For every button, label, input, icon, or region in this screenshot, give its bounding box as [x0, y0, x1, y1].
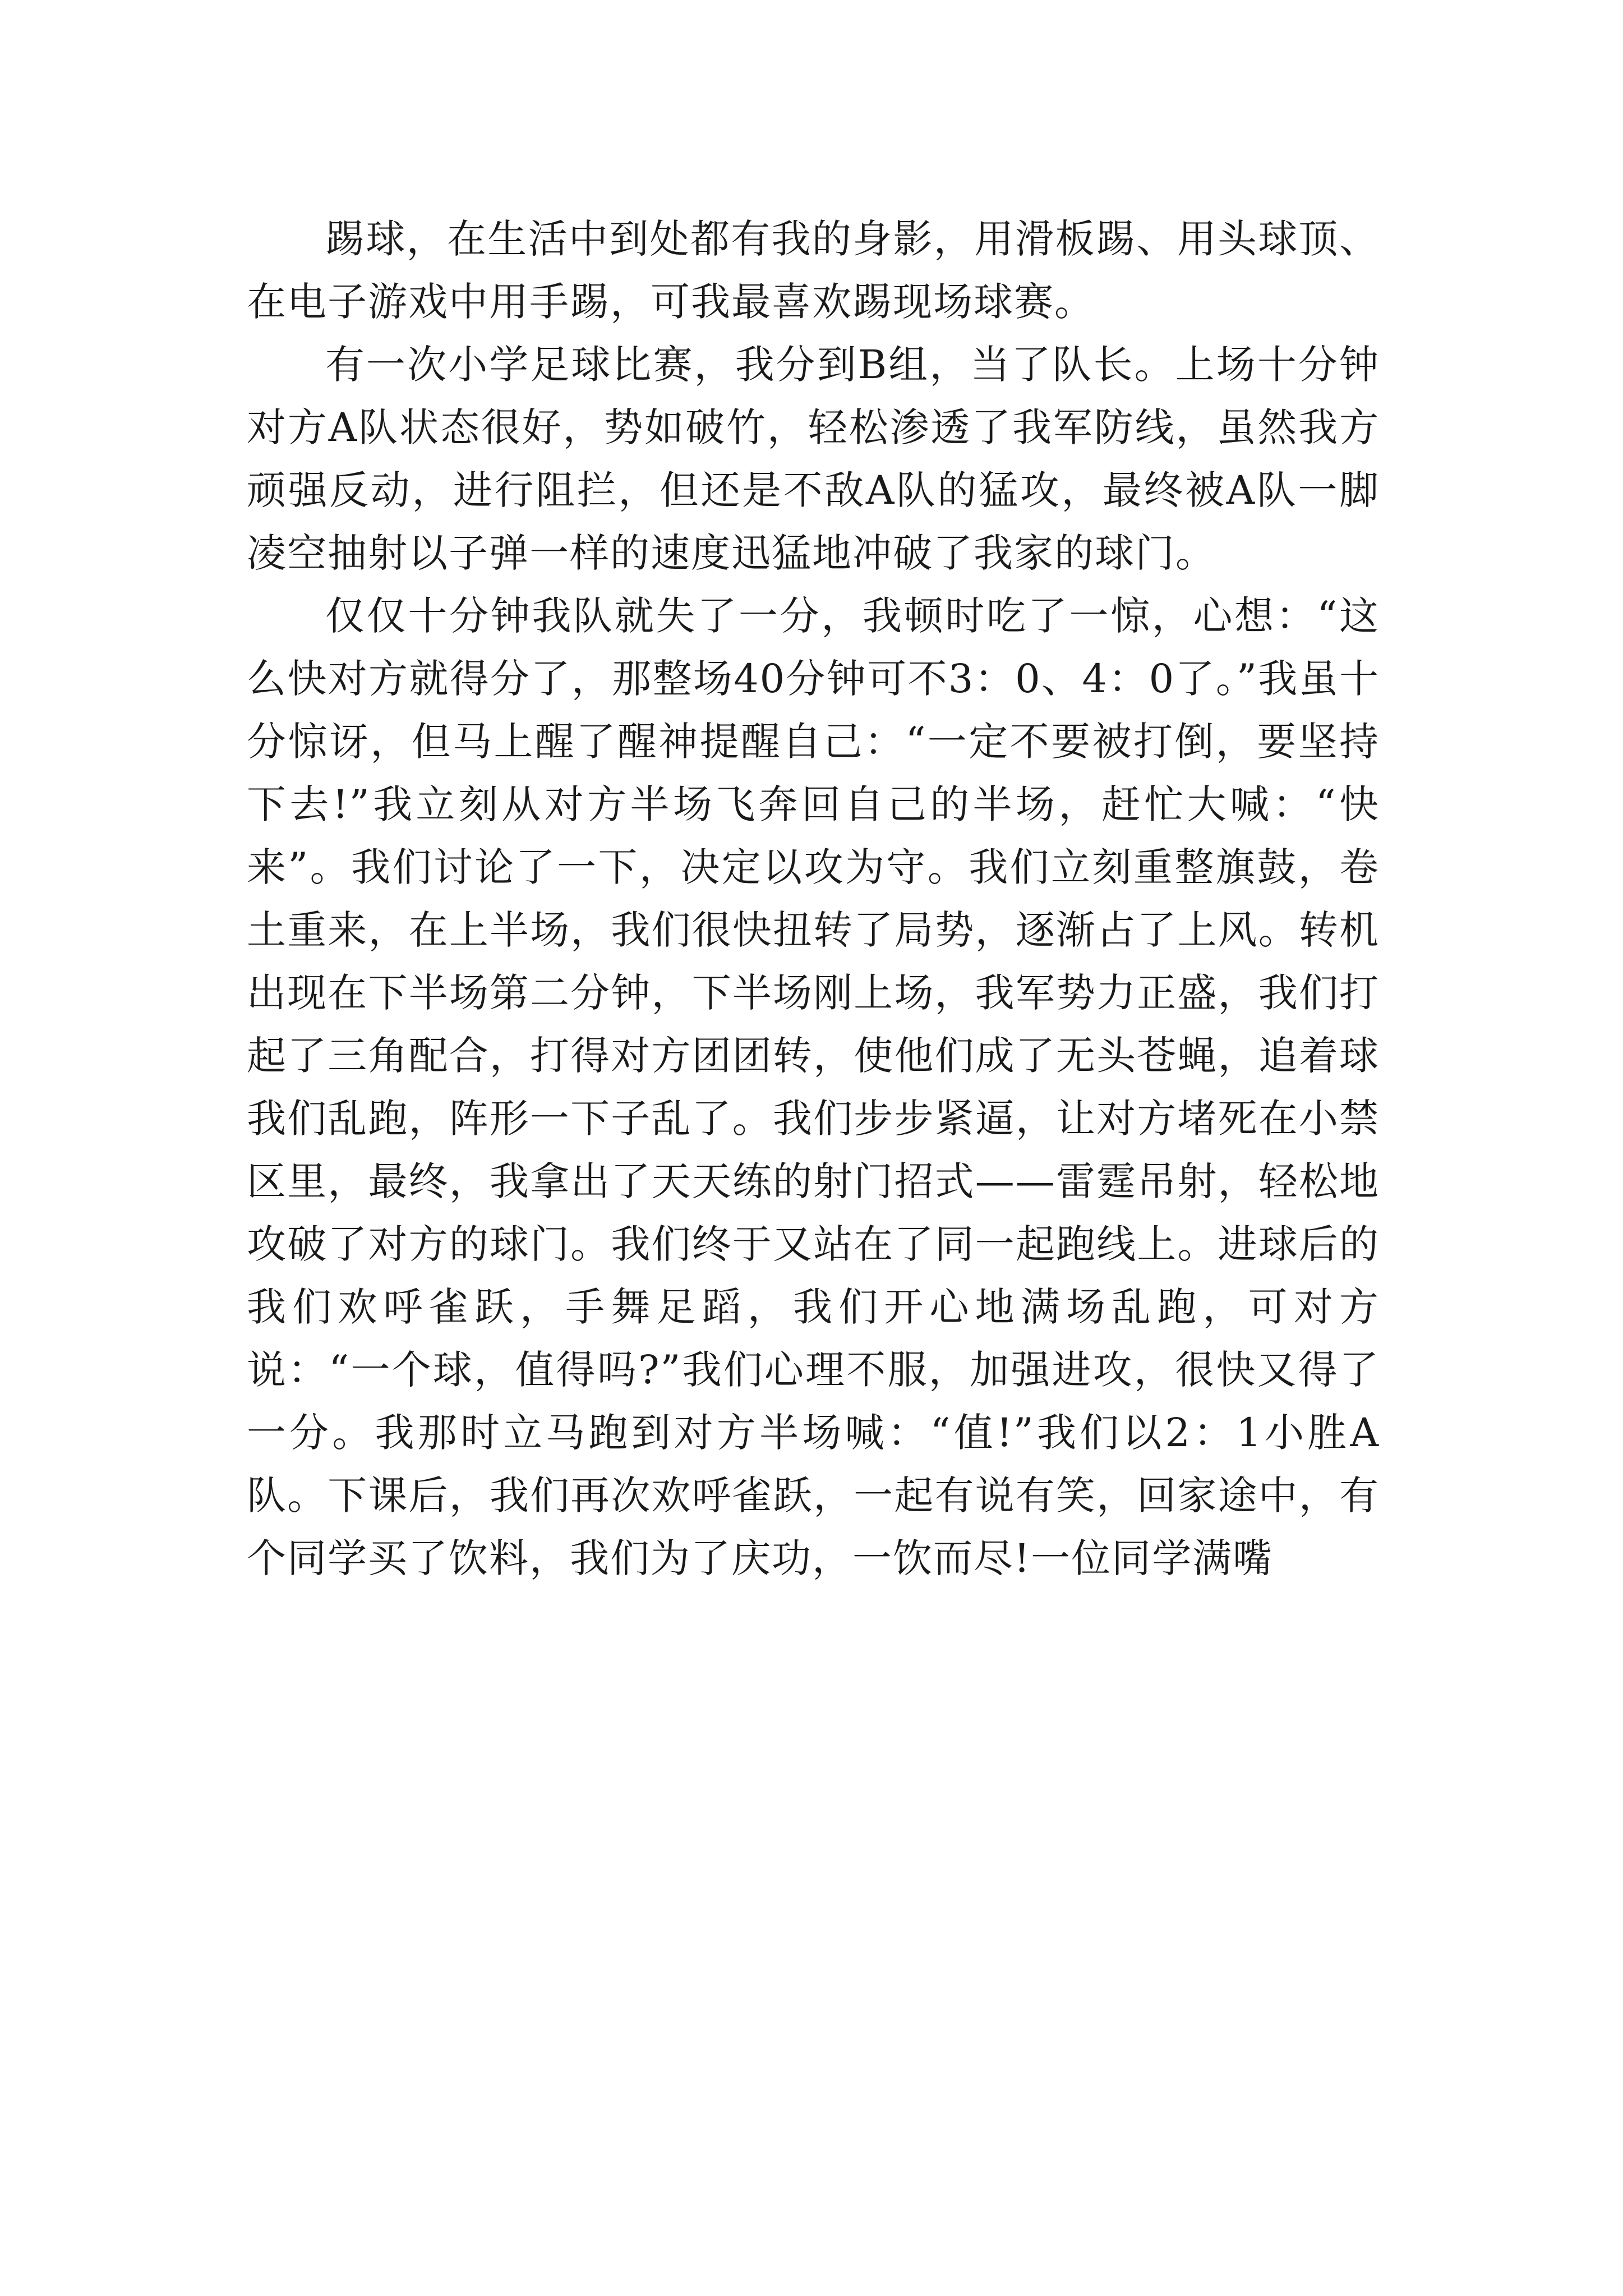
- paragraph-3: 仅仅十分钟我队就失了一分，我顿时吃了一惊，心想：“这么快对方就得分了，那整场40分钟可不3：0、4：0了。”我虽十分惊讶，但马上醒了醒神提醒自己：“一定不要被打倒，要坚持下去!”我立刻从对方半场飞奔回自己的半场，赶忙大喊：“快来”。我们讨论了一下，决定以攻为守。我们立刻重整旗鼓，卷土重来，在上半场，我们很快扭转了局势，逐渐占了上风。转机出现在下半场第二分钟，下半场刚上场，我军势力正盛，我们打起了三角配合，打得对方团团转，使他们成了无头苍蝇，追着球我们乱跑，阵形一下子乱了。我们步步紧逼，让对方堵死在小禁区里，最终，我拿出了天天练的射门招式——雷霆吊射，轻松地攻破了对方的球门。我们终于又站在了同一起跑线上。进球后的我们欢呼雀跃，手舞足蹈，我们开心地满场乱跑，可对方说：“一个球，值得吗?”我们心理不服，加强进攻，很快又得了一分。我那时立马跑到对方半场喊：“值!”我们以2：1小胜A队。下课后，我们再次欢呼雀跃，一起有说有笑，回家途中，有个同学买了饮料，我们为了庆功，一饮而尽!一位同学满嘴: [247, 593, 1380, 1581]
- body-text: [247, 208, 1380, 1590]
- paragraph-1: 踢球，在生活中到处都有我的身影，用滑板踢、用头球顶、在电子游戏中用手踢，可我最喜欢踢现场球赛。: [247, 216, 1380, 325]
- paragraph-2: 有一次小学足球比赛，我分到B组，当了队长。上场十分钟对方A队状态很好，势如破竹，轻松渗透了我军防线，虽然我方顽强反动，进行阻拦，但还是不敌A队的猛攻，最终被A队一脚凌空抽射以子弹一样的速度迅猛地冲破了我家的球门。: [247, 342, 1380, 576]
